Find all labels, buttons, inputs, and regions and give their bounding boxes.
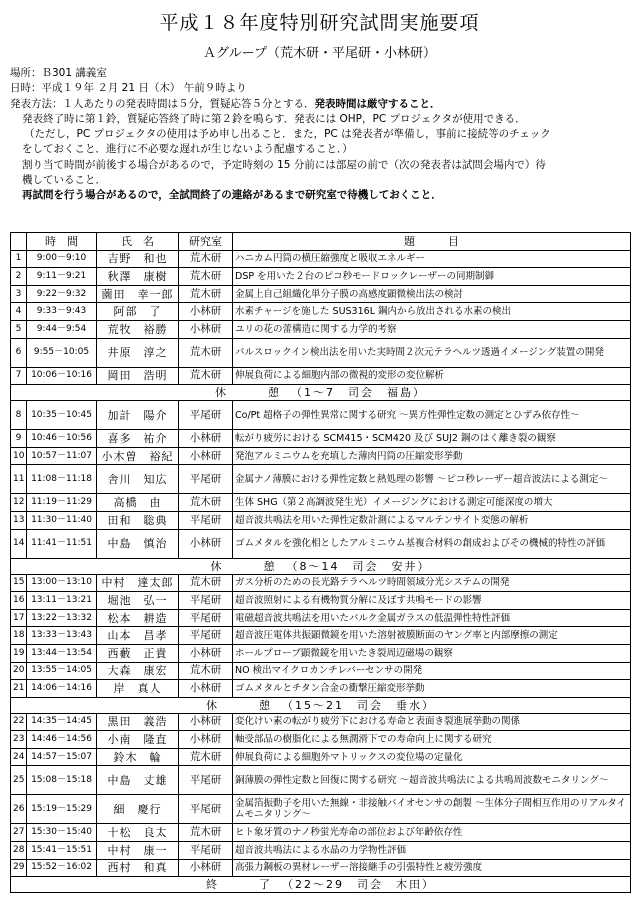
row-presenter: 小南 隆直	[97, 731, 179, 749]
group-subtitle: Ａグループ（荒木研・平尾研・小林研）	[203, 46, 436, 61]
row-lab: 平尾研	[179, 842, 233, 860]
row-number: 4	[11, 303, 27, 321]
table-row	[11, 680, 631, 698]
row-title: 生体 SHG（第２高調波発生光）イメージングにおける測定可能深度の増大	[233, 494, 631, 512]
instructions	[10, 66, 630, 204]
row-title: 金属箔振動子を用いた無線・非接触バイオセンサの創製 ～生体分子間相互作用のリアルタイムモニタリング～	[233, 795, 631, 824]
row-time: 15:08－15:18	[27, 766, 97, 795]
row-presenter: 中島 丈雄	[97, 766, 179, 795]
row-lab: 荒木研	[179, 367, 233, 385]
row-lab: 小林研	[179, 529, 233, 558]
row-lab: 小林研	[179, 430, 233, 448]
row-lab: 荒木研	[179, 268, 233, 286]
reexam-text: 再試問を行う場合があるので，全試問終了の連絡があるまで研究室で待機しておくこと．	[22, 189, 442, 202]
table-row	[11, 574, 631, 592]
break-chair: （1～7 司会 福島）	[291, 386, 426, 400]
date-line: 日時：平成１９年 ２月 21 日（木） 午前９時より	[10, 82, 247, 95]
row-time: 15:52－16:02	[27, 859, 97, 877]
row-title: 超音波共鳴法による水晶の力学物性評価	[233, 842, 631, 860]
row-number: 14	[11, 529, 27, 558]
row-presenter: 井原 淳之	[97, 338, 179, 367]
row-title: 超音波共鳴法を用いた弾性定数計測によるマルテンサイト変態の解析	[233, 511, 631, 529]
row-lab: 平尾研	[179, 511, 233, 529]
row-number: 25	[11, 766, 27, 795]
break-cell	[11, 697, 631, 713]
schedule-body	[11, 250, 631, 893]
row-lab: 平尾研	[179, 609, 233, 627]
row-time: 14:46－14:56	[27, 731, 97, 749]
row-title: ホールプローブ顕微鏡を用いたき裂周辺磁場の観察	[233, 644, 631, 662]
row-time: 10:35－10:45	[27, 401, 97, 430]
row-title: 銅薄膜の弾性定数と回復に関する研究 ～超音波共鳴法による共鳴周波数モニタリング～	[233, 766, 631, 795]
table-row	[11, 494, 631, 512]
row-title: 高張力鋼板の異材レーザー溶接継手の引張特性と疲労強度	[233, 859, 631, 877]
projector-note-line: （ただし，PC プロジェクタの使用は予め申し出ること．また，PC は発表者が準備し，事前に接続等のチェック	[24, 128, 551, 141]
row-number: 3	[11, 285, 27, 303]
row-presenter: 薗田 幸一郎	[97, 285, 179, 303]
row-presenter: 山本 昌孝	[97, 627, 179, 645]
header-time: 時 間	[27, 233, 97, 251]
table-row	[11, 662, 631, 680]
row-presenter: 高橋 由	[97, 494, 179, 512]
row-lab: 荒木研	[179, 748, 233, 766]
row-title: 軸受部品の樹脂化による無潤滑下での寿命向上に関する研究	[233, 731, 631, 749]
row-title: 金属ナノ薄膜における弾性定数と熱処理の影響 ～ピコ秒レーザー超音波法による測定～	[233, 465, 631, 494]
row-lab: 小林研	[179, 713, 233, 731]
row-time: 10:57－11:07	[27, 447, 97, 465]
break-label-2: 憩	[263, 559, 277, 573]
break-label-2: 了	[259, 878, 272, 892]
row-time: 13:22－13:32	[27, 609, 97, 627]
row-presenter: 秋澤 康樹	[97, 268, 179, 286]
row-lab: 小林研	[179, 680, 233, 698]
break-chair: （8～14 司会 安井）	[286, 559, 431, 573]
row-title: ハニカム円筒の横圧縮強度と吸収エネルギー	[233, 250, 631, 268]
row-time: 14:35－14:45	[27, 713, 97, 731]
row-title: 変化けい素の転がり疲労下における寿命と表面き裂進展挙動の関係	[233, 713, 631, 731]
row-lab: 小林研	[179, 447, 233, 465]
row-time: 9:22－9:32	[27, 285, 97, 303]
table-row	[11, 627, 631, 645]
row-time: 11:30－11:40	[27, 511, 97, 529]
break-label-1: 休	[215, 386, 228, 400]
row-title: ゴムメタルとチタン合金の衝撃圧縮変形挙動	[233, 680, 631, 698]
row-lab: 平尾研	[179, 795, 233, 824]
bell-line: 発表終了時に第１鈴，質疑応答終了時に第２鈴を鳴らす．発表には OHP，PC プロジェクタが使用できる．	[22, 112, 526, 125]
table-row	[11, 465, 631, 494]
row-presenter: 喜多 祐介	[97, 430, 179, 448]
break-chair: （22～29 司会 木田）	[282, 878, 435, 892]
waiting-line: 割り当て時間が前後する場合があるので，予定時刻の 15 分前には部屋の前で（次の発表者は試問会場内で）待	[22, 158, 546, 171]
row-number: 27	[11, 824, 27, 842]
header-name: 氏 名	[97, 233, 179, 251]
row-time: 13:33－13:43	[27, 627, 97, 645]
row-lab: 荒木研	[179, 574, 233, 592]
row-number: 10	[11, 447, 27, 465]
row-time: 13:00－13:10	[27, 574, 97, 592]
row-lab: 平尾研	[179, 592, 233, 610]
row-number: 2	[11, 268, 27, 286]
row-lab: 荒木研	[179, 338, 233, 367]
row-title: 超音波照射による有機物質分解に及ぼす共鳴モードの影響	[233, 592, 631, 610]
table-row	[11, 609, 631, 627]
row-lab: 荒木研	[179, 285, 233, 303]
row-number: 9	[11, 430, 27, 448]
row-time: 13:44－13:54	[27, 644, 97, 662]
table-row	[11, 320, 631, 338]
row-title: 水素チャージを施した SUS316L 鋼内から放出される水素の検出	[233, 303, 631, 321]
row-lab: 平尾研	[179, 627, 233, 645]
row-lab: 小林研	[179, 731, 233, 749]
row-lab: 荒木研	[179, 662, 233, 680]
row-title: 超音波圧電体共振顕微鏡を用いた溶射被膜断面のヤング率と内部摩擦の測定	[233, 627, 631, 645]
row-lab: 小林研	[179, 303, 233, 321]
row-presenter: 加計 陽介	[97, 401, 179, 430]
table-row	[11, 430, 631, 448]
row-time: 14:06－14:16	[27, 680, 97, 698]
break-cell	[11, 558, 631, 574]
table-row	[11, 766, 631, 795]
row-time: 11:19－11:29	[27, 494, 97, 512]
table-row	[11, 447, 631, 465]
table-row	[11, 338, 631, 367]
schedule-table	[10, 232, 631, 893]
row-number: 16	[11, 592, 27, 610]
row-presenter: 舎川 知広	[97, 465, 179, 494]
row-number: 22	[11, 713, 27, 731]
row-title: ゴムメタルを強化相としたアルミニウム基複合材料の創成およびその機械的特性の評価	[233, 529, 631, 558]
break-chair: （15～21 司会 垂水）	[282, 698, 435, 712]
table-row	[11, 748, 631, 766]
table-row	[11, 250, 631, 268]
table-row	[11, 592, 631, 610]
row-time: 10:46－10:56	[27, 430, 97, 448]
header-number	[11, 233, 27, 251]
row-time: 15:19－15:29	[27, 795, 97, 824]
row-presenter: 西藪 正貴	[97, 644, 179, 662]
method-text: 発表方法：１人あたりの発表時間は５分，質疑応答５分とする．	[10, 97, 315, 110]
break-label-1: 休	[210, 559, 224, 573]
place-line: 場所：Ｂ301 講義室	[10, 67, 107, 79]
row-time: 14:57－15:07	[27, 748, 97, 766]
row-title: ヒト象牙質のナノ秒蛍光寿命の部位および年齢依存性	[233, 824, 631, 842]
table-row	[11, 285, 631, 303]
row-presenter: 黒田 義浩	[97, 713, 179, 731]
method-emphasis: 発表時間は厳守すること．	[314, 97, 441, 110]
row-title: 電磁超音波共鳴法を用いたバルク金属ガラスの低温弾性特性評価	[233, 609, 631, 627]
row-time: 9:00－9:10	[27, 250, 97, 268]
break-cell	[11, 877, 631, 893]
break-row	[11, 877, 631, 893]
row-presenter: 岡田 浩明	[97, 367, 179, 385]
row-title: 発泡アルミニウムを充填した薄肉円筒の圧縮変形挙動	[233, 447, 631, 465]
row-title: NO 検出マイクロカンチレバーセンサの開発	[233, 662, 631, 680]
row-number: 29	[11, 859, 27, 877]
row-number: 24	[11, 748, 27, 766]
row-time: 10:06－10:16	[27, 367, 97, 385]
table-row	[11, 731, 631, 749]
row-time: 15:30－15:40	[27, 824, 97, 842]
row-lab: 小林研	[179, 859, 233, 877]
row-time: 13:55－14:05	[27, 662, 97, 680]
row-number: 11	[11, 465, 27, 494]
row-number: 19	[11, 644, 27, 662]
table-row	[11, 303, 631, 321]
row-time: 9:11－9:21	[27, 268, 97, 286]
row-number: 23	[11, 731, 27, 749]
table-row	[11, 795, 631, 824]
document-title: 平成１８年度特別研究試問実施要項	[159, 12, 480, 34]
row-presenter: 松本 耕造	[97, 609, 179, 627]
table-row	[11, 401, 631, 430]
row-presenter: 小木曽 裕紀	[97, 447, 179, 465]
waiting-line-2: 機していること．	[22, 174, 106, 187]
row-number: 1	[11, 250, 27, 268]
row-number: 15	[11, 574, 27, 592]
header-title: 題 目	[233, 233, 631, 251]
row-presenter: 大森 康宏	[97, 662, 179, 680]
row-title: ユリの花の蕾構造に関する力学的考察	[233, 320, 631, 338]
row-lab: 荒木研	[179, 824, 233, 842]
row-number: 7	[11, 367, 27, 385]
row-time: 9:55－10:05	[27, 338, 97, 367]
row-time: 9:44－9:54	[27, 320, 97, 338]
break-label-1: 休	[206, 698, 219, 712]
row-lab: 平尾研	[179, 766, 233, 795]
row-lab: 平尾研	[179, 465, 233, 494]
row-title: Co/Pt 超格子の弾性異常に関する研究 ～異方性弾性定数の測定とひずみ依存性～	[233, 401, 631, 430]
row-number: 18	[11, 627, 27, 645]
row-title: ガス分析のための長光路テラヘルツ時間領域分光システムの開発	[233, 574, 631, 592]
row-presenter: 十松 良太	[97, 824, 179, 842]
row-presenter: 吉野 和也	[97, 250, 179, 268]
row-time: 13:11－13:21	[27, 592, 97, 610]
row-presenter: 鈴木 輪	[97, 748, 179, 766]
break-row	[11, 385, 631, 401]
table-row	[11, 713, 631, 731]
row-title: DSP を用いた２台のピコ秒モードロックレーザーの同期制御	[233, 268, 631, 286]
table-row	[11, 529, 631, 558]
row-title: パルスロックイン検出法を用いた実時間２次元テラヘルツ透過イメージング装置の開発	[233, 338, 631, 367]
row-number: 5	[11, 320, 27, 338]
row-number: 20	[11, 662, 27, 680]
table-header	[11, 233, 631, 251]
row-title: 伸展負荷による細胞外マトリックスの変位場の定量化	[233, 748, 631, 766]
row-presenter: 堀池 弘一	[97, 592, 179, 610]
row-number: 17	[11, 609, 27, 627]
row-title: 伸展負荷による細胞内部の微視的変形の変位解析	[233, 367, 631, 385]
table-row	[11, 824, 631, 842]
break-label-2: 憩	[259, 698, 272, 712]
row-number: 13	[11, 511, 27, 529]
row-presenter: 荒牧 裕勝	[97, 320, 179, 338]
break-label-2: 憩	[268, 386, 281, 400]
row-presenter: 阿部 了	[97, 303, 179, 321]
row-number: 12	[11, 494, 27, 512]
row-lab: 荒木研	[179, 250, 233, 268]
row-title: 金属上自己組織化単分子膜の高感度顕微検出法の検討	[233, 285, 631, 303]
row-presenter: 西村 和真	[97, 859, 179, 877]
row-presenter: 中村 達太郎	[97, 574, 179, 592]
projector-note-line-2: をしておくこと．進行に不必要な遅れが生じないよう配慮すること．）	[22, 143, 353, 156]
table-row	[11, 268, 631, 286]
break-row	[11, 558, 631, 574]
row-lab: 小林研	[179, 320, 233, 338]
row-title: 転がり疲労における SCM415・SCM420 及び SUJ2 鋼のはく離き裂の観察	[233, 430, 631, 448]
header-lab: 研究室	[179, 233, 233, 251]
row-time: 11:41－11:51	[27, 529, 97, 558]
table-row	[11, 511, 631, 529]
table-row	[11, 842, 631, 860]
row-presenter: 細 慶行	[97, 795, 179, 824]
row-lab: 平尾研	[179, 401, 233, 430]
table-row	[11, 859, 631, 877]
table-row	[11, 644, 631, 662]
table-row	[11, 367, 631, 385]
row-presenter: 岸 真人	[97, 680, 179, 698]
row-number: 8	[11, 401, 27, 430]
break-cell	[11, 385, 631, 401]
row-number: 26	[11, 795, 27, 824]
row-presenter: 中村 康一	[97, 842, 179, 860]
break-label-1: 終	[206, 878, 219, 892]
row-lab: 小林研	[179, 644, 233, 662]
row-number: 28	[11, 842, 27, 860]
row-time: 11:08－11:18	[27, 465, 97, 494]
row-presenter: 田和 聡典	[97, 511, 179, 529]
row-time: 15:41－15:51	[27, 842, 97, 860]
row-number: 6	[11, 338, 27, 367]
row-presenter: 中島 慎治	[97, 529, 179, 558]
row-number: 21	[11, 680, 27, 698]
method-line	[10, 97, 630, 112]
reexam-line	[10, 188, 630, 203]
row-lab: 荒木研	[179, 494, 233, 512]
row-time: 9:33－9:43	[27, 303, 97, 321]
break-row	[11, 697, 631, 713]
